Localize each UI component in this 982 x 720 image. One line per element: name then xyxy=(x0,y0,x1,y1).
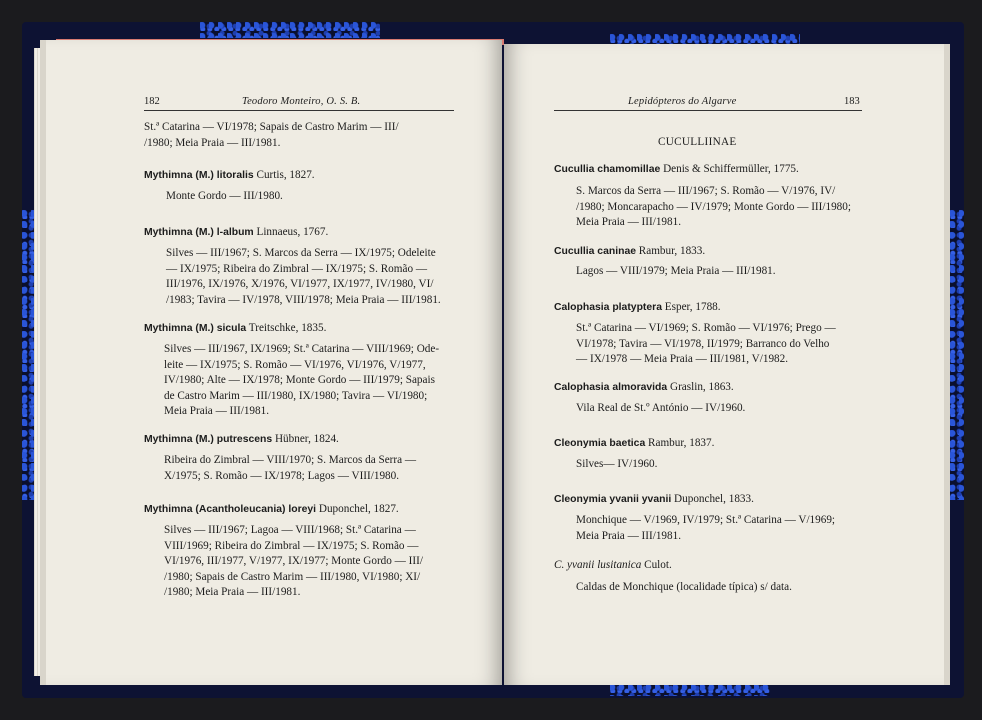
species-author: Treitschke, 1835. xyxy=(246,322,327,334)
entry-line: VI/1978; Tavira — VI/1978, II/1979; Barranco do Velho xyxy=(576,337,830,350)
entry-line: leite — IX/1975; S. Romão — VI/1976, VI/1976, V/1977, xyxy=(164,358,426,371)
entry-line: Silves — III/1967; Lagoa — VIII/1968; St.ª Catarina — xyxy=(164,524,416,536)
species-author: Curtis, 1827. xyxy=(253,169,315,181)
entry-line: X/1975; S. Romão — IX/1978; Lagos — VIII/1980. xyxy=(164,469,400,482)
entry-line: Vila Real de St.º António — IV/1960. xyxy=(576,402,746,414)
species-name: C. yvanii lusitanica xyxy=(554,559,642,571)
left-page xyxy=(46,40,502,685)
entry-line: /1980; Meia Praia — III/1981. xyxy=(144,136,281,149)
species-author: Denis & Schiffermüller, 1775. xyxy=(660,163,799,175)
entry-line: /1983; Tavira — IV/1978, VIII/1978; Meia Praia — III/1981. xyxy=(166,293,441,306)
species-author: Duponchel, 1827. xyxy=(316,503,399,515)
entry-line: VIII/1969; Ribeira do Zimbral — IX/1975; S. Romão — xyxy=(164,539,419,552)
species-author: Culot. xyxy=(641,559,672,571)
header-rule xyxy=(554,110,862,111)
species-name: Calophasia almoravida xyxy=(554,382,668,393)
section-title: CUCULLIINAE xyxy=(658,136,737,148)
page-number: 183 xyxy=(844,96,860,107)
species-heading xyxy=(554,558,672,573)
entry-line: St.ª Catarina — VI/1969; S. Romão — VI/1976; Prego — xyxy=(576,322,836,334)
header-rule xyxy=(144,110,454,111)
entry-line: Meia Praia — III/1981. xyxy=(576,529,682,542)
species-name: Cucullia caninae xyxy=(554,246,636,257)
entry-line: /1980; Moncarapacho — IV/1979; Monte Gordo — III/1980; xyxy=(576,200,851,213)
entry-line: /1980; Sapais de Castro Marim — III/1980, VI/1980; XI/ xyxy=(164,570,421,583)
marbled-endpaper-right xyxy=(950,210,964,500)
species-name: Mythimna (M.) litoralis xyxy=(144,170,254,181)
entry-line: Monchique — V/1969, IV/1979; St.ª Catarina — V/1969; xyxy=(576,514,836,526)
species-name: Cucullia chamomillae xyxy=(554,164,661,175)
entry-line: VI/1976, III/1977, V/1977, IX/1977; Monte Gordo — III/ xyxy=(164,555,423,568)
running-head: Teodoro Monteiro, O. S. B. xyxy=(242,96,361,107)
species-author: Rambur, 1833. xyxy=(636,245,706,257)
entry-line: Silves — III/1967; S. Marcos da Serra — IX/1975; Odeleite xyxy=(166,247,436,259)
species-name: Cleonymia yvanii yvanii xyxy=(554,494,672,505)
species-heading xyxy=(144,225,328,240)
species-author: Hübner, 1824. xyxy=(272,433,339,445)
entry-line: /1980; Meia Praia — III/1981. xyxy=(164,586,301,599)
species-heading xyxy=(554,436,714,451)
species-name: Mythimna (Acantholeucania) loreyi xyxy=(144,504,317,515)
entry-line: Monte Gordo — III/1980. xyxy=(166,190,283,202)
species-heading xyxy=(554,162,799,177)
entry-line: Silves — III/1967, IX/1969; St.ª Catarina — VIII/1969; Ode- xyxy=(164,343,440,355)
species-heading xyxy=(144,321,326,336)
species-heading xyxy=(554,244,705,259)
species-name: Mythimna (M.) l-album xyxy=(144,227,254,238)
species-heading xyxy=(554,300,721,315)
entry-line: Meia Praia — III/1981. xyxy=(576,216,682,229)
entry-line: — IX/1975; Ribeira do Zimbral — IX/1975; S. Romão — xyxy=(166,262,428,275)
entry-line: Ribeira do Zimbral — VIII/1970; S. Marcos da Serra — xyxy=(164,454,417,466)
entry-line: de Castro Marim — III/1980, IX/1980; Tavira — VI/1980; xyxy=(164,389,428,402)
entry-line: Caldas de Monchique (localidade típica) s/ data. xyxy=(576,581,792,593)
species-heading xyxy=(554,380,734,395)
species-name: Mythimna (M.) putrescens xyxy=(144,434,273,445)
species-name: Mythimna (M.) sicula xyxy=(144,323,247,334)
right-page xyxy=(504,44,944,685)
species-heading xyxy=(144,502,399,517)
marbled-endpaper-bottom xyxy=(610,684,770,696)
running-head: Lepidópteros do Algarve xyxy=(628,96,737,107)
entry-line: Silves— IV/1960. xyxy=(576,458,658,470)
entry-line: Lagos — VIII/1979; Meia Praia — III/1981. xyxy=(576,265,776,277)
entry-line: S. Marcos da Serra — III/1967; S. Romão — V/1976, IV/ xyxy=(576,185,836,197)
species-author: Linnaeus, 1767. xyxy=(253,226,329,238)
species-heading xyxy=(144,432,339,447)
entry-line: St.ª Catarina — VI/1978; Sapais de Castro Marim — III/ xyxy=(144,121,399,133)
page-number: 182 xyxy=(144,96,160,107)
species-name: Calophasia platyptera xyxy=(554,302,662,313)
entry-line: IV/1980; Alte — IX/1978; Monte Gordo — III/1979; Sapais xyxy=(164,374,435,387)
species-author: Rambur, 1837. xyxy=(645,437,715,449)
species-heading xyxy=(144,168,315,183)
species-heading xyxy=(554,492,754,507)
species-author: Esper, 1788. xyxy=(661,301,721,313)
entry-line: III/1976, IX/1976, X/1976, VI/1977, IX/1977, IV/1980, VI/ xyxy=(166,278,434,291)
entry-line: — IX/1978 — Meia Praia — III/1981, V/1982. xyxy=(576,353,789,366)
species-author: Graslin, 1863. xyxy=(667,381,734,393)
species-name: Cleonymia baetica xyxy=(554,438,646,449)
entry-line: Meia Praia — III/1981. xyxy=(164,405,270,418)
species-author: Duponchel, 1833. xyxy=(671,493,754,505)
marbled-endpaper-top-left xyxy=(200,22,380,38)
